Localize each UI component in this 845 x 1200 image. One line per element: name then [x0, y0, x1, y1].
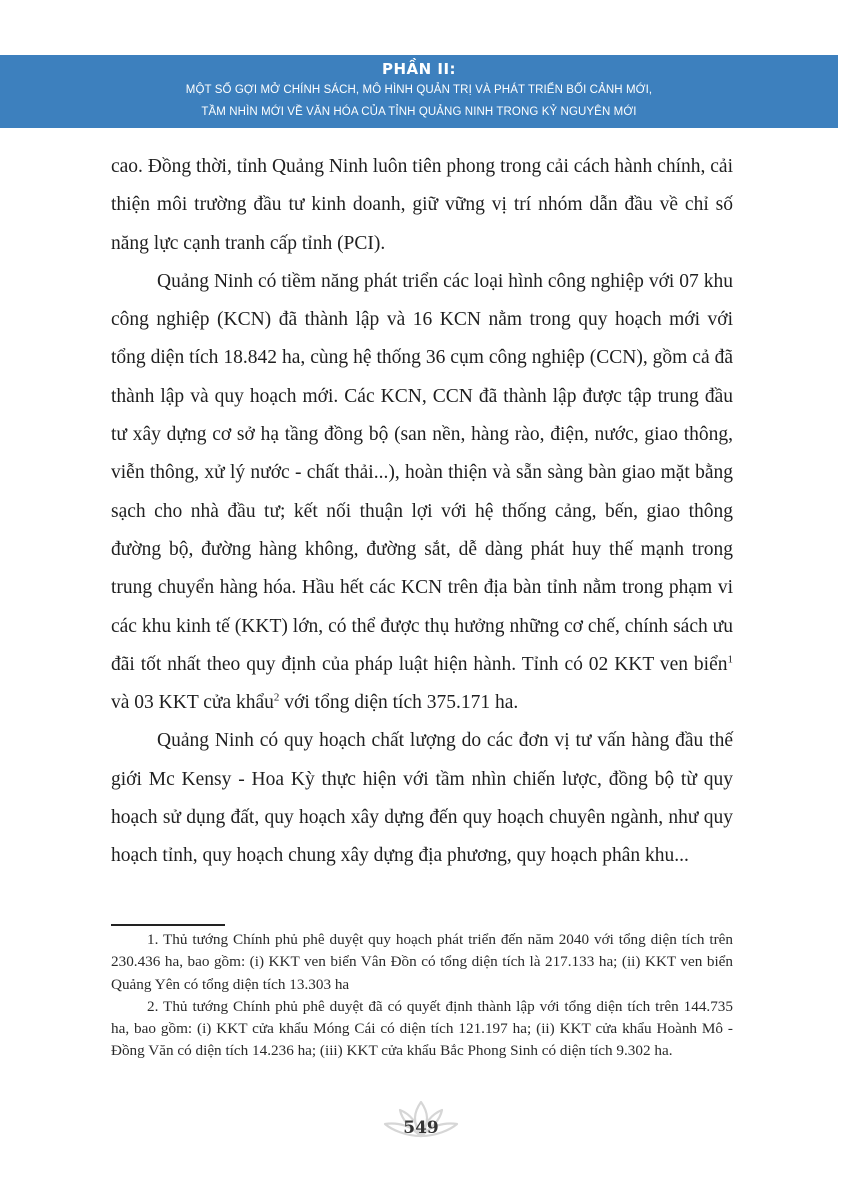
part-title: PHẦN II:: [381, 60, 457, 78]
page-number: 549: [403, 1118, 439, 1138]
footnotes: [111, 929, 733, 1063]
section-header-banner: [0, 55, 838, 128]
paragraph-2-text-c: với tổng diện tích 375.171 ha.: [279, 692, 519, 714]
page-footer: [380, 1098, 462, 1148]
part-subtitle-line-1: MỘT SỐ GỢI MỞ CHÍNH SÁCH, MÔ HÌNH QUẢN TRỊ VÀ PHÁT TRIỂN BỐI CẢNH MỚI,: [185, 84, 653, 96]
footnote-divider: [111, 924, 225, 926]
paragraph-2-text-a: Quảng Ninh có tiềm năng phát triển các loại hình công nghiệp với 07 khu công nghiệp (KCN) đã thành lập và 16 KCN nằm trong quy hoạch mới với tổng diện tích 18.842 ha, cùng hệ thống 36 cụm công nghiệp (CCN), gồm cả đã thành lập và quy hoạch mới. Các KCN, CCN đã thành lập được tập trung đầu tư xây dựng cơ sở hạ tầng đồng bộ (san nền, hàng rào, điện, nước, giao thông, viễn thông, xử lý nước - chất thải...), hoàn thiện và sẵn sàng bàn giao mặt bằng sạch cho nhà đầu tư; kết nối thuận lợi với hệ thống cảng, bến, giao thông đường bộ, đường hàng không, đường sắt, dễ dàng phát huy thế mạnh trong trung chuyển hàng hóa. Hầu hết các KCN trên địa bàn tỉnh nằm trong phạm vi các khu kinh tế (KKT) lớn, có thể được thụ hưởng những cơ chế, chính sách ưu đãi tốt nhất theo quy định của pháp luật hiện hành. Tỉnh có 02 KKT ven biển: [111, 270, 733, 675]
paragraph-3: Quảng Ninh có quy hoạch chất lượng do các đơn vị tư vấn hàng đầu thế giới Mc Kensy - Hoa Kỳ thực hiện với tầm nhìn chiến lược, đồng bộ từ quy hoạch sử dụng đất, quy hoạch xây dựng đến quy hoạch chuyên ngành, như quy hoạch tỉnh, quy hoạch chung xây dựng địa phương, quy hoạch phân khu...: [111, 730, 733, 867]
paragraph-2-text-b: và 03 KKT cửa khẩu: [111, 692, 274, 714]
footnote-ref-1[interactable]: 1: [727, 653, 733, 666]
paragraph-2: [111, 263, 733, 723]
footnote-1: 1. Thủ tướng Chính phủ phê duyệt quy hoạch phát triển đến năm 2040 với tổng diện tích trên 230.436 ha, bao gồm: (i) KKT ven biển Vân Đồn có tổng diện tích là 217.133 ha; (ii) KKT ven biển Quảng Yên có tổng diện tích 13.303 ha: [111, 931, 733, 993]
body-text: [111, 148, 733, 876]
part-subtitle-line-2: TẦM NHÌN MỚI VỀ VĂN HÓA CỦA TỈNH QUẢNG NINH TRONG KỶ NGUYÊN MỚI: [201, 106, 637, 118]
footnote-2: 2. Thủ tướng Chính phủ phê duyệt đã có quyết định thành lập với tổng diện tích trên 144.735 ha, bao gồm: (i) KKT cửa khẩu Móng Cái có diện tích 121.197 ha; (ii) KKT cửa khẩu Hoành Mô - Đồng Văn có diện tích 14.236 ha; (iii) KKT cửa khẩu Bắc Phong Sinh có diện tích 9.302 ha.: [111, 997, 733, 1060]
footnote-ref-2[interactable]: 2: [273, 691, 280, 704]
paragraph-1: cao. Đồng thời, tỉnh Quảng Ninh luôn tiên phong trong cải cách hành chính, cải thiện môi trường đầu tư kinh doanh, giữ vững vị trí nhóm dẫn đầu về chỉ số năng lực cạnh tranh cấp tỉnh (PCI).: [111, 156, 733, 254]
